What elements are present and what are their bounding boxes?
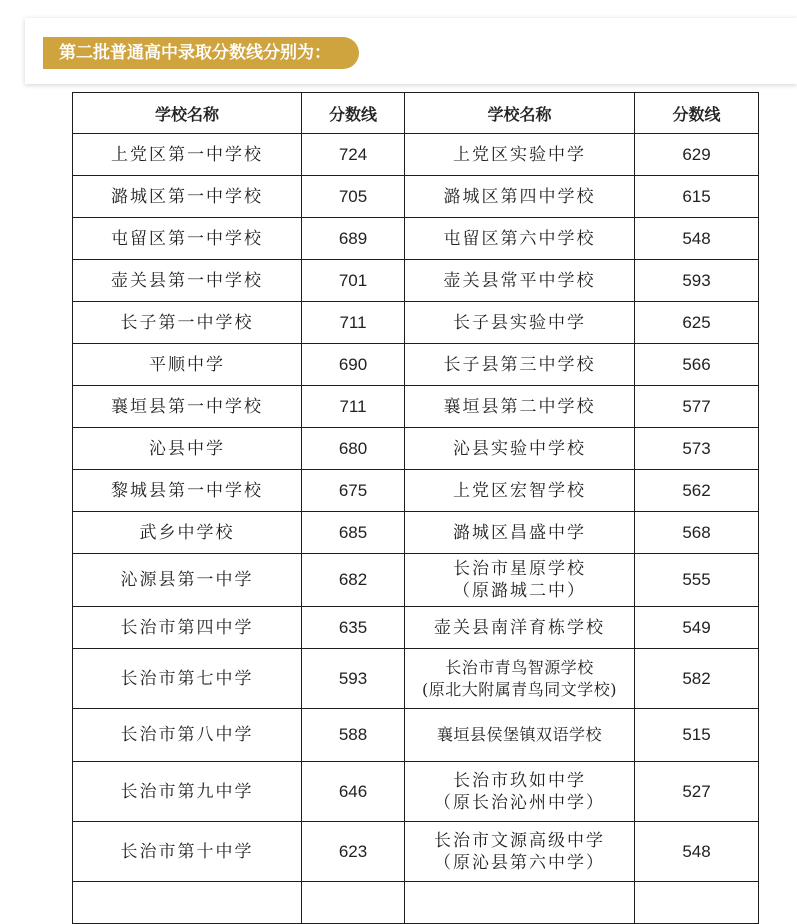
right-score: 593: [635, 260, 759, 302]
right-school-name: 襄垣县第二中学校: [405, 386, 635, 428]
right-school-name: 上党区实验中学: [405, 134, 635, 176]
right-score: 566: [635, 344, 759, 386]
right-school-name: 沁县实验中学校: [405, 428, 635, 470]
right-score: 562: [635, 470, 759, 512]
table-row: [73, 302, 759, 344]
left-score: 705: [302, 176, 405, 218]
table-row-partial: [73, 882, 759, 924]
right-school-name: 壶关县常平中学校: [405, 260, 635, 302]
right-school-name: 屯留区第六中学校: [405, 218, 635, 260]
right-school-name: 长治市青鸟智源学校: [445, 657, 594, 677]
right-school-former-name: （原潞城二中）: [453, 581, 586, 601]
right-school-name: 长治市星原学校: [453, 559, 586, 579]
table-row: [73, 386, 759, 428]
left-school-name: 黎城县第一中学校: [73, 470, 302, 512]
table-row: [73, 134, 759, 176]
score-table: [72, 92, 759, 924]
left-school-name: 屯留区第一中学校: [73, 218, 302, 260]
left-score: 711: [302, 302, 405, 344]
right-school-cell: [405, 822, 635, 882]
left-school-name: 上党区第一中学校: [73, 134, 302, 176]
left-school-name: 长子第一中学校: [73, 302, 302, 344]
left-score: 623: [302, 822, 405, 882]
right-score: 548: [635, 218, 759, 260]
right-score: 515: [635, 709, 759, 762]
left-school-name: 沁县中学: [73, 428, 302, 470]
right-school-name: 襄垣县侯堡镇双语学校: [405, 709, 635, 762]
left-school-name: 长治市第八中学: [73, 709, 302, 762]
right-school-name: 壶关县南洋育栋学校: [405, 607, 635, 649]
right-school-name: 长治市玖如中学: [453, 770, 586, 791]
right-school-name: 潞城区第四中学校: [405, 176, 635, 218]
table-row: [73, 176, 759, 218]
left-score: 690: [302, 344, 405, 386]
left-score: 635: [302, 607, 405, 649]
left-score: 675: [302, 470, 405, 512]
header-score-left: 分数线: [302, 93, 405, 134]
right-school-cell: [405, 554, 635, 607]
right-school-former-name: （原沁县第六中学）: [434, 852, 605, 873]
empty-cell: [635, 882, 759, 924]
left-score: 646: [302, 762, 405, 822]
right-score: 527: [635, 762, 759, 822]
left-score: 680: [302, 428, 405, 470]
right-school-cell: [405, 762, 635, 822]
table-row: [73, 822, 759, 882]
table-row: [73, 344, 759, 386]
right-school-name: 长子县第三中学校: [405, 344, 635, 386]
left-score: 701: [302, 260, 405, 302]
left-school-name: 长治市第七中学: [73, 649, 302, 709]
left-school-name: 长治市第十中学: [73, 822, 302, 882]
header-school-name-left: 学校名称: [73, 93, 302, 134]
left-school-name: 长治市第四中学: [73, 607, 302, 649]
left-school-name: 平顺中学: [73, 344, 302, 386]
table-row: [73, 218, 759, 260]
left-score: 689: [302, 218, 405, 260]
table-row: [73, 260, 759, 302]
right-school-name: 潞城区昌盛中学: [405, 512, 635, 554]
table-row: [73, 428, 759, 470]
left-score: 724: [302, 134, 405, 176]
right-score: 629: [635, 134, 759, 176]
table-row: [73, 762, 759, 822]
empty-cell: [73, 882, 302, 924]
table-row: [73, 709, 759, 762]
left-school-name: 潞城区第一中学校: [73, 176, 302, 218]
right-score: 573: [635, 428, 759, 470]
table-row: [73, 554, 759, 607]
right-score: 555: [635, 554, 759, 607]
table-row: [73, 512, 759, 554]
left-score: 685: [302, 512, 405, 554]
left-score: 682: [302, 554, 405, 607]
right-score: 577: [635, 386, 759, 428]
left-school-name: 襄垣县第一中学校: [73, 386, 302, 428]
right-score: 548: [635, 822, 759, 882]
header-school-name-right: 学校名称: [405, 93, 635, 134]
left-score: 711: [302, 386, 405, 428]
left-school-name: 武乡中学校: [73, 512, 302, 554]
left-score: 593: [302, 649, 405, 709]
empty-cell: [405, 882, 635, 924]
left-school-name: 长治市第九中学: [73, 762, 302, 822]
right-score: 625: [635, 302, 759, 344]
table-row: [73, 470, 759, 512]
right-school-name: 上党区宏智学校: [405, 470, 635, 512]
right-school-name: 长治市文源高级中学: [434, 830, 605, 851]
right-school-name: 长子县实验中学: [405, 302, 635, 344]
section-title: 第二批普通高中录取分数线分别为：: [43, 37, 359, 69]
right-score: 615: [635, 176, 759, 218]
table-header-row: [73, 93, 759, 134]
table-row: [73, 649, 759, 709]
right-school-cell: [405, 649, 635, 709]
left-score: 588: [302, 709, 405, 762]
left-school-name: 壶关县第一中学校: [73, 260, 302, 302]
right-score: 549: [635, 607, 759, 649]
table-row: [73, 607, 759, 649]
left-school-name: 沁源县第一中学: [73, 554, 302, 607]
right-score: 582: [635, 649, 759, 709]
right-school-former-name: （原长治沁州中学）: [434, 792, 605, 813]
header-score-right: 分数线: [635, 93, 759, 134]
right-score: 568: [635, 512, 759, 554]
right-school-former-name: (原北大附属青鸟同文学校): [422, 679, 617, 699]
empty-cell: [302, 882, 405, 924]
